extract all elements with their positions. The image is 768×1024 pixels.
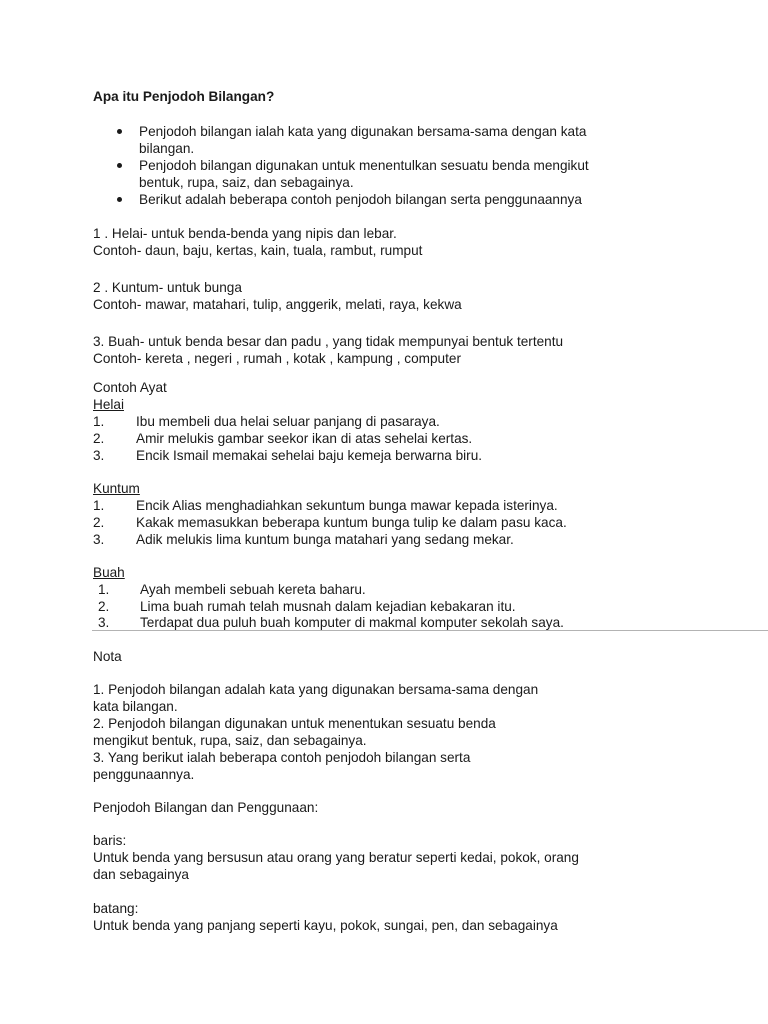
example-number: 3.	[93, 448, 105, 463]
bullet-line: bentuk, rupa, saiz, dan sebagainya.	[139, 175, 354, 190]
nota-heading: Nota	[93, 649, 122, 664]
nota-line: mengikut bentuk, rupa, saiz, dan sebagainya.	[93, 733, 367, 748]
nota-line: 3. Yang berikut ialah beberapa contoh penjodoh bilangan serta	[93, 750, 471, 765]
group-label-helai: Helai	[93, 397, 124, 412]
usage-heading: Penjodoh Bilangan dan Penggunaan:	[93, 800, 319, 815]
bullet-icon	[117, 163, 122, 168]
example-number: 3.	[98, 615, 110, 630]
examples-heading: Contoh Ayat	[93, 380, 167, 395]
usage-term: batang:	[93, 901, 139, 916]
bullet-line: bilangan.	[139, 141, 195, 156]
example-sentence: Encik Alias menghadiahkan sekuntum bunga mawar kepada isterinya.	[136, 498, 558, 513]
example-number: 1.	[93, 498, 105, 513]
example-number: 2.	[93, 515, 105, 530]
nota-line: 2. Penjodoh bilangan digunakan untuk menentukan sesuatu benda	[93, 716, 496, 731]
example-number: 1.	[93, 414, 105, 429]
bullet-line: Penjodoh bilangan ialah kata yang digunakan bersama-sama dengan kata	[139, 124, 587, 139]
category-heading: 3. Buah- untuk benda besar dan padu , yang tidak mempunyai bentuk tertentu	[93, 334, 564, 349]
group-label-kuntum: Kuntum	[93, 481, 140, 496]
bullet-line: Penjodoh bilangan digunakan untuk menentulkan sesuatu benda mengikut	[139, 158, 589, 173]
category-examples: Contoh- kereta , negeri , rumah , kotak , kampung , computer	[93, 351, 461, 366]
category-examples: Contoh- daun, baju, kertas, kain, tuala, rambut, rumput	[93, 243, 423, 258]
page-title: Apa itu Penjodoh Bilangan?	[93, 89, 275, 104]
example-sentence: Lima buah rumah telah musnah dalam kejadian kebakaran itu.	[140, 599, 516, 614]
horizontal-divider	[92, 630, 768, 631]
usage-term: baris:	[93, 833, 127, 848]
usage-description: Untuk benda yang bersusun atau orang yang beratur seperti kedai, pokok, orang	[93, 850, 579, 865]
example-sentence: Ayah membeli sebuah kereta baharu.	[140, 582, 366, 597]
example-sentence: Kakak memasukkan beberapa kuntum bunga tulip ke dalam pasu kaca.	[136, 515, 567, 530]
usage-description: Untuk benda yang panjang seperti kayu, pokok, sungai, pen, dan sebagainya	[93, 918, 558, 933]
category-examples: Contoh- mawar, matahari, tulip, anggerik, melati, raya, kekwa	[93, 297, 462, 312]
example-number: 3.	[93, 532, 105, 547]
example-sentence: Terdapat dua puluh buah komputer di makmal komputer sekolah saya.	[140, 615, 564, 630]
nota-line: penggunaannya.	[93, 767, 195, 782]
example-number: 2.	[93, 431, 105, 446]
example-sentence: Amir melukis gambar seekor ikan di atas sehelai kertas.	[136, 431, 473, 446]
category-heading: 1 . Helai- untuk benda-benda yang nipis dan lebar.	[93, 226, 397, 241]
bullet-line: Berikut adalah beberapa contoh penjodoh bilangan serta penggunaannya	[139, 192, 582, 207]
example-number: 1.	[98, 582, 110, 597]
example-sentence: Encik Ismail memakai sehelai baju kemeja berwarna biru.	[136, 448, 483, 463]
bullet-icon	[117, 197, 122, 202]
nota-line: kata bilangan.	[93, 699, 178, 714]
example-number: 2.	[98, 599, 110, 614]
example-sentence: Adik melukis lima kuntum bunga matahari yang sedang mekar.	[136, 532, 514, 547]
example-sentence: Ibu membeli dua helai seluar panjang di pasaraya.	[136, 414, 440, 429]
nota-line: 1. Penjodoh bilangan adalah kata yang digunakan bersama-sama dengan	[93, 682, 539, 697]
bullet-icon	[117, 129, 122, 134]
usage-description: dan sebagainya	[93, 867, 189, 882]
group-label-buah: Buah	[93, 565, 125, 580]
category-heading: 2 . Kuntum- untuk bunga	[93, 280, 242, 295]
